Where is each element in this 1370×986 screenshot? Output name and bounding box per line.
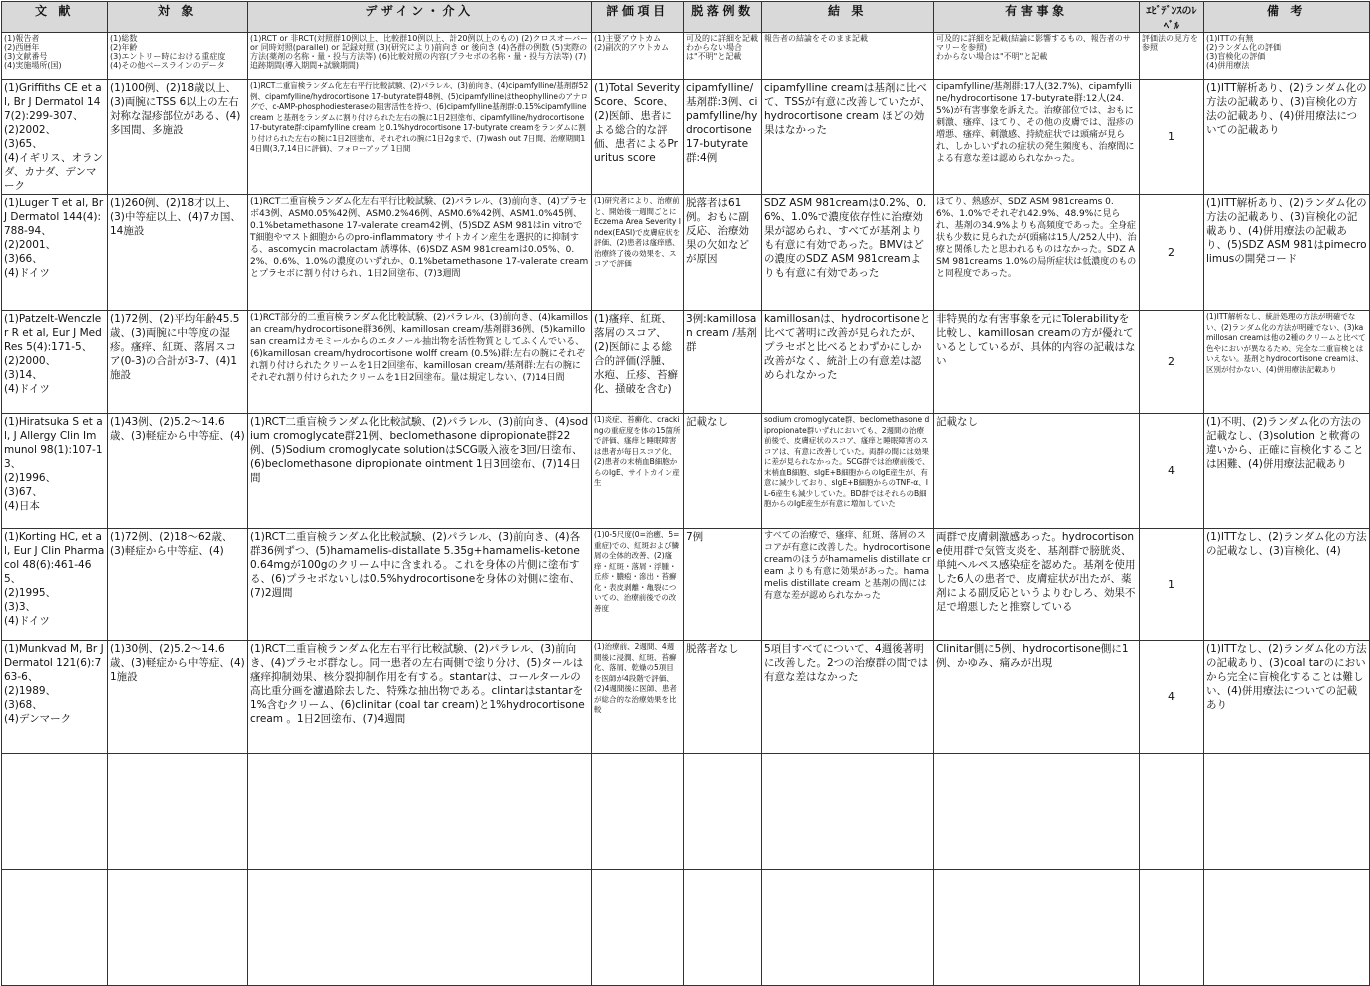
cell-remarks: (1)ITTなし、(2)ランダム化の方法の記載なし、(3)盲検化、(4) xyxy=(1204,529,1370,641)
cell-outcome: (1)Total Severity Score、Score、(2)医師、患者による総合的な評価、患者によるPruritus score xyxy=(592,80,684,195)
cell-result: sodium cromoglycate群、beclomethasone dipropionate群いずれにおいても、2週間の治療前後で、皮膚症状のスコア、瘙痒と睡眠障害のスコアは、有意に改善していた。両群の間には効果に差が見られなかった。SCG群では治療前後で、末梢血B細胞、sIgE+B細胞からのIgE産生が、有意に減少しており、sIgE+B細胞からのTNF-α、IL-6産生も減少していた。BD群ではそれらのB細胞からのIgE産生が有意に増加していた xyxy=(762,414,934,529)
cell-level: 2 xyxy=(1140,195,1204,311)
cell-remarks: (1)ITTなし、(2)ランダム化の方法の記載あり、(3)coal tarのにおいから完全に盲検化することは難しい、(4)併用療法についての記載あり xyxy=(1204,641,1370,754)
table-row xyxy=(2,529,1370,641)
cell-design: (1)RCT部分的二重盲検ランダム化比較試験、(2)パラレル、(3)前向き、(4)kamillosan cream/hydrocortisone群36例、kamillosan cream/基剤群36例、(5)kamillosan creamはカモミールからのエタノール抽出物を活性物質としてふくんでいる、(6)kamillosan cream/hydrocortisone wolff cream (0.5%)群:左右の腕にそれぞれ割り付けられたクリームを1日2回塗布、kamillosan cream/基剤群:左右の腕にそれぞれ割り付けられたクリームを1日2回塗布。量は規定しない、(7)14日間 xyxy=(248,311,592,414)
empty-cell xyxy=(762,754,934,870)
header-design: デザイン・介入 xyxy=(248,2,592,33)
cell-result: 5項目すべてについて、4週後著明に改善した。2つの治療群の間では有意な差はなかった xyxy=(762,641,934,754)
empty-cell xyxy=(248,754,592,870)
cell-outcome: (1)治療前、2週間、4週間後に浸潤、紅斑、苔癬化、落屑、乾燥の5項目を医師が4段階で評価、(2)4週間後に医師、患者が総合的な治療効果を比較 xyxy=(592,641,684,754)
cell-dropout: 脱落者なし xyxy=(684,641,762,754)
cell-result: kamillosanは、hydrocortisoneと比べて著明に改善が見られたが、プラセボと比べるとわずかにしか改善がなく、統計上の有意差は認められなかった xyxy=(762,311,934,414)
cell-adverse: ほてり、熱感が、SDZ ASM 981creams 0.6%、1.0%でそれぞれ42.9%、48.9%に見られ、基剤の34.9%よりも高頻度であった。全身症状も少数に見られたが(頭痛は15人/252人中)、治療と関係したと思われるものはなかった。SDZ ASM 981creams 1.0%の局所症状は低濃度のものと同程度であった。 xyxy=(934,195,1140,311)
cell-dropout: 7例 xyxy=(684,529,762,641)
header-adverse: 有害事象 xyxy=(934,2,1140,33)
cell-remarks: (1)ITT解析あり、(2)ランダム化の方法の記載あり、(3)盲検化の方法の記載あり、(4)併用療法についての記載あり xyxy=(1204,80,1370,195)
empty-cell xyxy=(762,870,934,986)
subheader-level: 評価法の見方を参照 xyxy=(1140,33,1204,80)
empty-row xyxy=(2,870,1370,986)
cell-ref: (1)Luger T et al, Br J Dermatol 144(4):788-94、 (2)2001、 (3)66、 (4)ドイツ xyxy=(2,195,108,311)
cell-outcome: (1)炎症、苔癬化、crackingの重症度を体の15箇所で評価、瘙痒と睡眠障害は患者が毎日スコア化、(2)患者の末梢血B細胞からのIgE、サイトカイン産生 xyxy=(592,414,684,529)
cell-ref: (1)Munkvad M, Br J Dermatol 121(6):763-6、 (2)1989、 (3)68、 (4)デンマーク xyxy=(2,641,108,754)
cell-subject: (1)260例、(2)18才以上、(3)中等症以上、(4)7カ国、14施設 xyxy=(108,195,248,311)
cell-level: 4 xyxy=(1140,414,1204,529)
empty-cell xyxy=(1140,754,1204,870)
header-ref: 文 献 xyxy=(2,2,108,33)
cell-design: (1)RCT二重盲検ランダム化左右平行比較試験、(2)パラレル、(3)前向き、(4)プラセボ43例、ASM0.05%42例、ASM0.2%46例、ASM0.6%42例、ASM1.0%45例、0.1%betamethasone 17-valerate cream42例、(5)SDZ ASM 981はin vitroで T細胞やマスト細胞からのpro-inflammatory サイトカイン産生を選択的に抑制する、ascomycin macrolactam 誘導体、(6)SDZ ASM 981creamは0.05%、0.2%、0.6%、1.0%の濃度のいずれか、0.1%betamethasone 17-valerate creamとプラセボに割り付けられ、1日2回塗布、(7)3週間 xyxy=(248,195,592,311)
cell-remarks: (1)ITT解析あり、(2)ランダム化の方法の記載あり、(3)盲検化の記載あり、(4)併用療法の記載あり、(5)SDZ ASM 981はpimecrolimusの開発コード xyxy=(1204,195,1370,311)
empty-row xyxy=(2,754,1370,870)
empty-cell xyxy=(592,754,684,870)
cell-subject: (1)100例、(2)18歳以上、(3)両腕にTSS 6以上の左右対称な湿疹部位がある、(4)多国間、多施設 xyxy=(108,80,248,195)
empty-cell xyxy=(934,754,1140,870)
empty-cell xyxy=(2,754,108,870)
cell-ref: (1)Patzelt-Wenczler R et al, Eur J Med Res 5(4):171-5、 (2)2000、 (3)14、 (4)ドイツ xyxy=(2,311,108,414)
evidence-table xyxy=(1,1,1370,986)
cell-remarks: (1)ITT解析なし、統計処理の方法が明確でない、(2)ランダム化の方法が明確でない、(3)kamillosan creamは他の2種のクリームと比べて色やにおいが異なるため、完全な二重盲検とはいえない。基剤とhydrocortisone creamは、区別が付かない、(4)併用療法記載あり xyxy=(1204,311,1370,414)
subheader-row xyxy=(2,33,1370,80)
empty-cell xyxy=(1204,870,1370,986)
table-row xyxy=(2,80,1370,195)
header-level: ｴﾋﾞﾃﾞﾝｽのﾚﾍﾞﾙ xyxy=(1140,2,1204,33)
subheader-design: (1)RCT or 非RCT(対照群10例以上、比較群10例以上、計20例以上のもの) (2)クロスオーバー or 同時対照(parallel) or 記録対照 (3)(研究により)前向き or 後向き (4)各群の例数 (5)実際の方法(薬剤の名称・量・投与方法等) (6)比較対照の内容(プラセボの名称・量・投与方法等) (7)追跡期間(導入期間+試験期間) xyxy=(248,33,592,80)
empty-cell xyxy=(248,870,592,986)
header-dropout: 脱落例数 xyxy=(684,2,762,33)
empty-cell xyxy=(2,870,108,986)
cell-outcome: (1)研究者により、治療前と、開始後一週間ごとにEczema Area Severity Index(EASI)で皮膚症状を評価、(2)患者は瘙痒感、治療終了後の効果を、スコアで評価 xyxy=(592,195,684,311)
cell-ref: (1)Hiratsuka S et al, J Allergy Clin Immunol 98(1):107-13、 (2)1996、 (3)67、 (4)日本 xyxy=(2,414,108,529)
cell-outcome: (1)0-5尺度(0=治癒、5=重症)での、紅斑および鱗屑の全体的改善、(2)瘙痒・紅斑・落屑・浮腫・丘疹・膿疱・滲出・苔癬化・表皮剥離・亀裂についての、治療前後での改善度 xyxy=(592,529,684,641)
cell-result: SDZ ASM 981creamは0.2%、0.6%、1.0%で濃度依存性に治療効果が認められ、すべてが基剤よりも有意に有効であった。BMVはどの濃度のSDZ ASM 981creamよりも有意に有効であった xyxy=(762,195,934,311)
cell-remarks: (1)不明、(2)ランダム化の方法の記載なし、(3)solution と軟膏の違いから、正確に盲検化することは困難、(4)併用療法記載あり xyxy=(1204,414,1370,529)
table-row xyxy=(2,195,1370,311)
cell-subject: (1)72例、(2)平均年齢45.5歳、(3)両腕に中等度の湿疹。瘙痒、紅斑、落屑スコア(0-3)の合計が3-7、(4)1施設 xyxy=(108,311,248,414)
subheader-remarks: (1)ITTの有無 (2)ランダム化の評価 (3)盲検化の評価 (4)併用療法 xyxy=(1204,33,1370,80)
cell-level: 1 xyxy=(1140,529,1204,641)
cell-ref: (1)Korting HC, et al, Eur J Clin Pharmacol 48(6):461-465、 (2)1995、 (3)3、 (4)ドイツ xyxy=(2,529,108,641)
cell-design: (1)RCT二重盲検ランダム化比較試験、(2)パラレル、(3)前向き、(4)各群36例ずつ、(5)hamamelis-distallate 5.35g+hamamelis-ketone0.64mgが100gのクリーム中に含まれる。これを身体の片側に塗布する、(6)プラセボないしは0.5%hydrocortisoneを身体の対側に塗布、(7)2週間 xyxy=(248,529,592,641)
empty-cell xyxy=(1140,870,1204,986)
subheader-result: 報告者の結論をそのまま記載 xyxy=(762,33,934,80)
empty-cell xyxy=(108,870,248,986)
header-outcome: 評価項目 xyxy=(592,2,684,33)
subheader-subject: (1)総数 (2)年齢 (3)エントリー時における重症度 (4)その他ベースラインのデータ xyxy=(108,33,248,80)
subheader-ref: (1)報告者 (2)西暦年 (3)文献番号 (4)実施場所(国) xyxy=(2,33,108,80)
cell-result: cipamfylline creamは基剤に比べて、TSSが有意に改善していたが、hydrocortisone cream ほどの効果はなかった xyxy=(762,80,934,195)
cell-subject: (1)43例、(2)5.2〜14.6歳、(3)軽症から中等症、(4) xyxy=(108,414,248,529)
cell-dropout: 脱落者は61例。おもに副反応、治療効果の欠如などが原因 xyxy=(684,195,762,311)
cell-dropout: 3例:kamillosan cream /基剤群 xyxy=(684,311,762,414)
cell-level: 4 xyxy=(1140,641,1204,754)
empty-cell xyxy=(108,754,248,870)
cell-design: (1)RCT二重盲検ランダム化左右平行比較試験、(2)パラレル、(3)前向き、(4)cipamfylline/基剤群52例、cipamfylline/hydrocortisone 17-butyrate群48例、(5)cipamfyllineはtheophyllineのアナログで、c-AMP-phosphodiesteraseの阻害活性を持つ、(6)cipamfylline基剤群:0.15%cipamfylline cream と基剤をランダムに割り付けられた左右の腕に1日2回塗布、cipamfylline/hydrocortisone 17-butyrate群:cipamfylline cream と0.1%hydrocortisone 17-butyrate creamをランダムに割り付けられた左右の腕に1日2回塗布、それぞれの腕に1日2gまで、(7)wash out 7日間、治療期間14日間(3,7,14日に評価)、フォローアップ 1日間 xyxy=(248,80,592,195)
empty-cell xyxy=(684,870,762,986)
cell-design: (1)RCT二重盲検ランダム化左右平行比較試験、(2)パラレル、(3)前向き、(4)プラセボ群なし。同一患者の左右両側で塗り分け、(5)タールは瘙痒抑制効果、核分裂抑制作用を有する。stantarは、コールタールの高比重分画を濾過除去した、特殊な抽出物である。clintarはstantarを1%含むクリーム、(6)clinitar (coal tar cream)と1%hydrocortisone cream 。1日2回塗布、(7)4週間 xyxy=(248,641,592,754)
cell-outcome: (1)瘙痒、紅斑、落屑のスコア、(2)医師による総合的評価(浮腫、水疱、丘疹、苔癬化、掻破を含む) xyxy=(592,311,684,414)
header-subject: 対 象 xyxy=(108,2,248,33)
cell-dropout: 記載なし xyxy=(684,414,762,529)
cell-subject: (1)72例、(2)18〜62歳、(3)軽症から中等症、(4) xyxy=(108,529,248,641)
header-remarks: 備 考 xyxy=(1204,2,1370,33)
cell-design: (1)RCT二重盲検ランダム化比較試験、(2)パラレル、(3)前向き、(4)sodium cromoglycate群21例、beclomethasone dipropionate群22例、(5)Sodium cromoglycate solutionはSCG吸入液を3回/日塗布、(6)beclomethasone dipropionate ointment 1日3回塗布、(7)14日間 xyxy=(248,414,592,529)
cell-dropout: cipamfylline/基剤群:3例、cipamfylline/hydrocortisone 17-butyrate群:4例 xyxy=(684,80,762,195)
table-row xyxy=(2,414,1370,529)
table-row xyxy=(2,311,1370,414)
cell-subject: (1)30例、(2)5.2〜14.6歳、(3)軽症から中等症、(4)1施設 xyxy=(108,641,248,754)
subheader-dropout: 可及的に詳細を記載 わからない場合は"不明"と記載 xyxy=(684,33,762,80)
cell-adverse: 非特異的な有害事象を元にTolerabilityを比較し、kamillosan creamの方が優れているとしているが、具体的内容の記載はない xyxy=(934,311,1140,414)
table-row xyxy=(2,641,1370,754)
cell-adverse: Clinitar側に5例、hydrocortisone側に1例、かゆみ、痛みが出現 xyxy=(934,641,1140,754)
cell-adverse: 両群で皮膚刺激感あった。hydrocortisone使用群で気管支炎を、基剤群で膀胱炎、単純ヘルペス感染症を認めた。基剤を使用した6人の患者で、皮膚症状が出たが、薬剤による副反応というよりむしろ、効果不足で増悪したと推察している xyxy=(934,529,1140,641)
empty-cell xyxy=(592,870,684,986)
empty-cell xyxy=(1204,754,1370,870)
cell-level: 2 xyxy=(1140,311,1204,414)
cell-adverse: cipamfylline/基剤群:17人(32.7%)、cipamfylline/hydrocortisone 17-butyrate群:12人(24.5%)が有害事象を訴えた。治療部位では、おもに刺激、瘙痒、ほてり、その他の皮膚では、湿疹の増悪、瘙痒、刺激感、持続症状では頭痛が見られ、しかしいずれの症状の発生頻度も、治療間による有意な差は認められなかった。 xyxy=(934,80,1140,195)
empty-cell xyxy=(934,870,1140,986)
cell-ref: (1)Griffiths CE et al, Br J Dermatol 147(2):299-307、 (2)2002、 (3)65、 (4)イギリス、オランダ、カナダ、デンマーク xyxy=(2,80,108,195)
subheader-adverse: 可及的に詳細を記載(結論に影響するもの、報告者のサマリーを参照) わからない場合は"不明"と記載 xyxy=(934,33,1140,80)
cell-result: すべての治療で、瘙痒、紅斑、落屑のスコアが有意に改善した。hydrocortisone creamのほうがhamamelis distillate cream よりも有意に効果があった。hamamelis distillate cream と基剤の間には有意な差が認められなかった xyxy=(762,529,934,641)
header-row xyxy=(2,2,1370,33)
subheader-outcome: (1)主要アウトカム (2)副次的アウトカム xyxy=(592,33,684,80)
cell-level: 1 xyxy=(1140,80,1204,195)
empty-cell xyxy=(684,754,762,870)
header-result: 結 果 xyxy=(762,2,934,33)
cell-adverse: 記載なし xyxy=(934,414,1140,529)
